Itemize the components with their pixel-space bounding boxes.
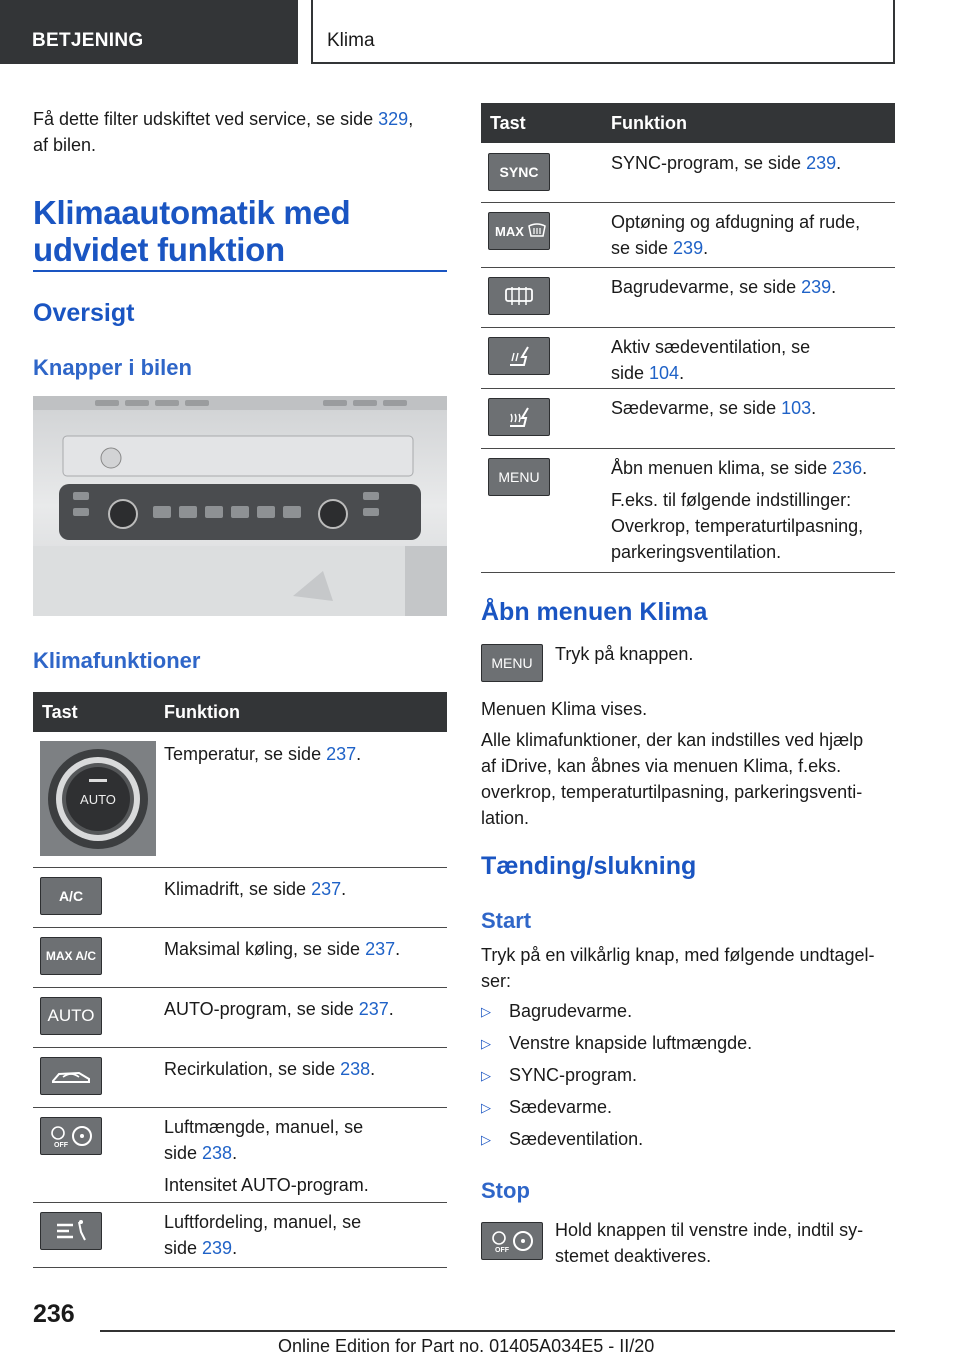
list-item: ▷ Sædeventilation. bbox=[481, 1129, 644, 1149]
heading-start: Start bbox=[481, 908, 532, 933]
page-link[interactable]: 238 bbox=[202, 1143, 233, 1163]
section-header: BETJENING bbox=[0, 0, 298, 64]
menu-button-icon: MENU bbox=[488, 458, 550, 496]
table-row bbox=[481, 202, 895, 268]
edition-note: Online Edition for Part no. 01405A034E5 - II/20 bbox=[278, 1336, 655, 1356]
auto-button-icon: AUTO bbox=[40, 997, 102, 1035]
list-item: ▷ Bagrudevarme. bbox=[481, 1001, 633, 1021]
table-row bbox=[481, 448, 895, 573]
list-item: ▷ SYNC-program. bbox=[481, 1065, 638, 1085]
list-item: ▷ Venstre knapside luftmængde. bbox=[481, 1033, 753, 1053]
row-text: Klimadrift, se side 237. bbox=[164, 879, 347, 899]
row-text: Bagrudevarme, se side 239. bbox=[611, 277, 837, 297]
table-row bbox=[481, 388, 895, 449]
heading-klimafunktioner: Klimafunktioner bbox=[33, 648, 201, 673]
bullet-triangle-icon: ▷ bbox=[481, 1068, 491, 1083]
row-text: Sædevarme, se side 103. bbox=[611, 398, 817, 418]
menu-description: Alle klimafunktioner, der kan indstilles ved hjælp af iDrive, kan åbnes via menuen Klima, f.eks. overkrop, temperaturtilpasning, parkeringsventi‐ lation. bbox=[481, 730, 864, 828]
start-paragraph: Tryk på en vilkårlig knap, med følgende undtagel‐ ser: bbox=[481, 945, 875, 991]
fan-icon bbox=[481, 1222, 543, 1260]
bullet-triangle-icon: ▷ bbox=[481, 1100, 491, 1115]
fan-icon bbox=[40, 1117, 102, 1155]
heading-open-menu: Åbn menuen Klima bbox=[481, 598, 708, 626]
air-distribution-icon bbox=[40, 1212, 102, 1250]
bullet-triangle-icon: ▷ bbox=[481, 1036, 491, 1051]
max-ac-button-icon: MAX A/C bbox=[40, 937, 102, 975]
page-link[interactable]: 237 bbox=[365, 939, 396, 959]
list-item: ▷ Sædevarme. bbox=[481, 1097, 613, 1117]
heading-on-off: Tænding/slukning bbox=[481, 852, 697, 880]
table-row bbox=[33, 1047, 447, 1108]
page-link[interactable]: 237 bbox=[358, 999, 389, 1019]
table-row bbox=[33, 987, 447, 1048]
row-text: Luftfordeling, manuel, se side 239. bbox=[164, 1212, 362, 1258]
page-link[interactable]: 237 bbox=[311, 879, 342, 899]
table-row bbox=[481, 327, 895, 389]
svg-text:AUTO: AUTO bbox=[80, 792, 116, 807]
page-link[interactable]: 104 bbox=[649, 363, 680, 383]
page-number: 236 bbox=[33, 1300, 75, 1328]
row-text: Recirkulation, se side 238. bbox=[164, 1059, 376, 1079]
table-header: Tast Funktion bbox=[481, 103, 895, 143]
row-text: Maksimal køling, se side 237. bbox=[164, 939, 401, 959]
page-link[interactable]: 239 bbox=[801, 277, 832, 297]
page-title: Klimaautomatik med udvidet funktion bbox=[33, 194, 351, 268]
page-link[interactable]: 103 bbox=[781, 398, 812, 418]
page-link[interactable]: 239 bbox=[202, 1238, 233, 1258]
page-link[interactable]: 237 bbox=[326, 744, 357, 764]
table-header: Tast Funktion bbox=[33, 692, 447, 732]
menu-button-icon: MENU bbox=[481, 644, 543, 682]
row-text: Luftmængde, manuel, se side 238. Intensitet AUTO-program. bbox=[164, 1117, 369, 1195]
title-rule bbox=[33, 270, 447, 272]
chapter-header: Klima bbox=[311, 0, 895, 64]
page-link[interactable]: 239 bbox=[673, 238, 704, 258]
row-text: AUTO-program, se side 237. bbox=[164, 999, 394, 1019]
table-row bbox=[33, 1107, 447, 1203]
table-row bbox=[33, 732, 447, 868]
row-text: Temperatur, se side 237. bbox=[164, 744, 362, 764]
row-text: SYNC-program, se side 239. bbox=[611, 153, 842, 173]
temperature-knob-icon bbox=[40, 741, 156, 856]
menu-paragraph: Menuen Klima vises. bbox=[481, 699, 648, 719]
table-row bbox=[33, 1202, 447, 1268]
row-text: Aktiv sædeventilation, se side 104. bbox=[611, 337, 811, 383]
sync-button-icon: SYNC bbox=[488, 153, 550, 191]
ac-button-icon: A/C bbox=[40, 877, 102, 915]
bullet-triangle-icon: ▷ bbox=[481, 1132, 491, 1147]
heading-oversigt: Oversigt bbox=[33, 299, 135, 327]
recirculation-icon bbox=[40, 1057, 102, 1095]
svg-text:OFF: OFF bbox=[54, 1142, 68, 1149]
bullet-triangle-icon: ▷ bbox=[481, 1004, 491, 1019]
stop-paragraph: Hold knappen til venstre inde, indtil sy‐ stemet deaktiveres. bbox=[555, 1220, 864, 1266]
page-link-329[interactable]: 329 bbox=[378, 109, 409, 129]
table-row bbox=[33, 927, 447, 988]
heading-stop: Stop bbox=[481, 1178, 530, 1203]
row-text: Optøning og afdugning af rude, se side 239. bbox=[611, 212, 861, 258]
intro-paragraph: Få dette filter udskiftet ved service, se side 329, af bilen. bbox=[33, 109, 414, 155]
row-text: Åbn menuen klima, se side 236. F.eks. til følgende indstillinger: Overkrop, temperaturtilpasning, parkeringsventilation. bbox=[611, 458, 868, 562]
footer-rule bbox=[100, 1330, 895, 1332]
dashboard-image bbox=[33, 396, 447, 616]
svg-text:OFF: OFF bbox=[495, 1247, 509, 1254]
seat-heating-icon bbox=[488, 398, 550, 436]
max-defrost-button-icon: MAX bbox=[488, 212, 550, 250]
menu-instruction: Tryk på knappen. bbox=[555, 644, 694, 664]
table-row bbox=[481, 143, 895, 203]
table-row bbox=[33, 867, 447, 928]
heading-knapper: Knapper i bilen bbox=[33, 355, 192, 380]
page-link[interactable]: 239 bbox=[806, 153, 837, 173]
seat-ventilation-icon bbox=[488, 337, 550, 375]
rear-defrost-icon bbox=[488, 277, 550, 315]
page-link[interactable]: 236 bbox=[832, 458, 863, 478]
page-link[interactable]: 238 bbox=[340, 1059, 371, 1079]
table-row bbox=[481, 267, 895, 328]
